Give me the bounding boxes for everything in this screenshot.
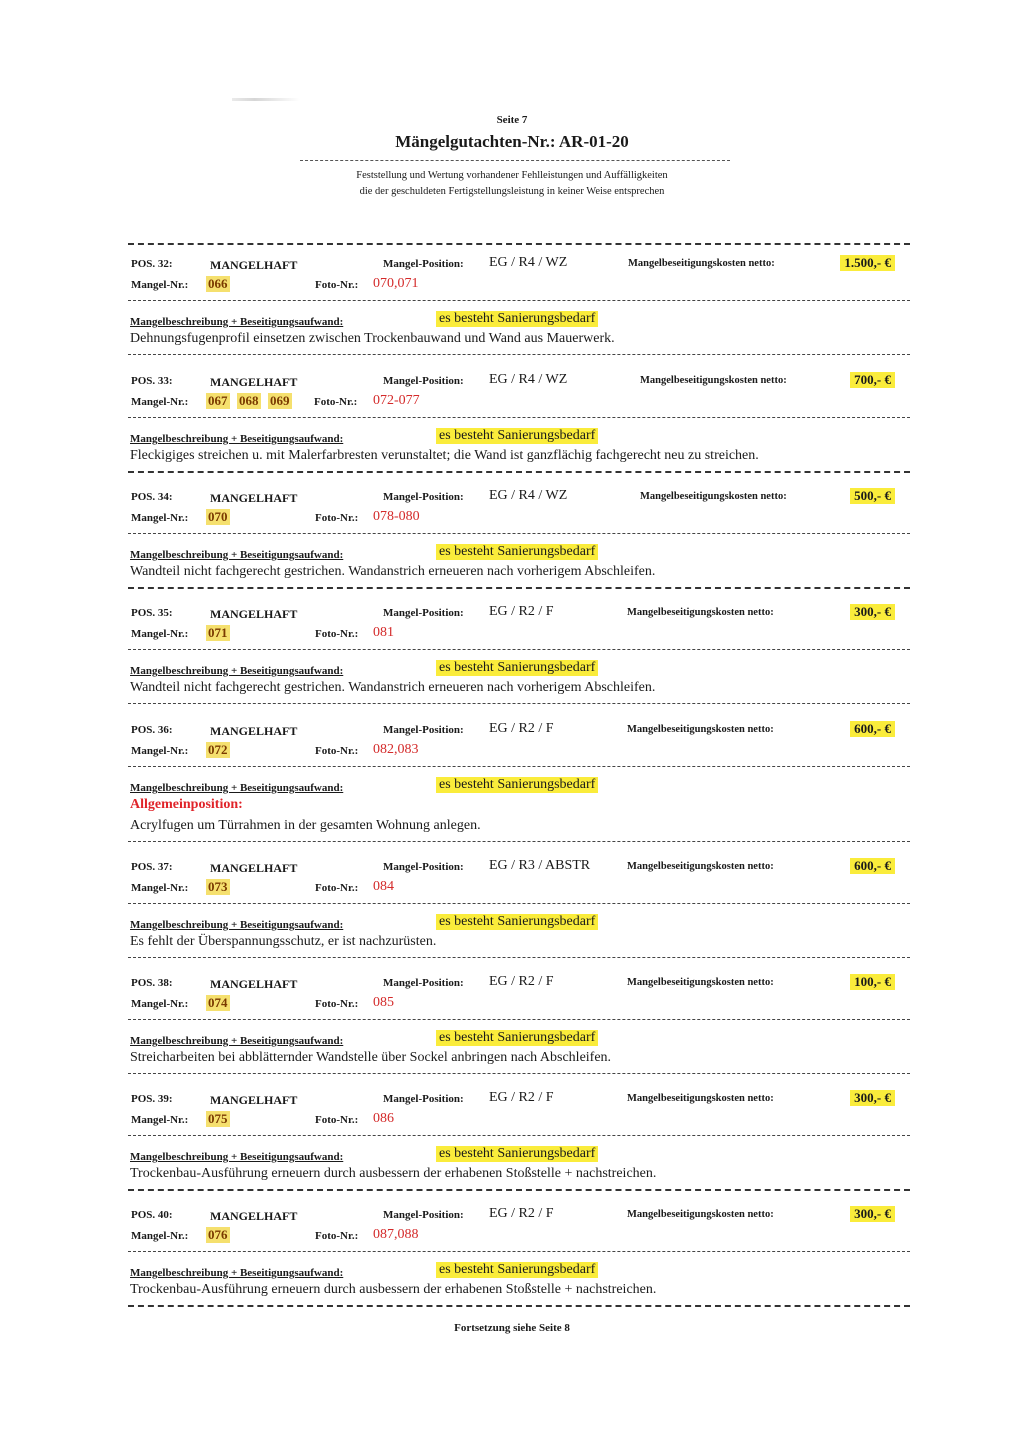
general-position-label: Allgemeinposition: <box>130 797 243 812</box>
cost-value: 600,- € <box>850 858 895 874</box>
entry-divider <box>128 300 910 301</box>
position-number: POS. 39: <box>131 1093 173 1105</box>
status-label: MANGELHAFT <box>210 258 298 272</box>
description-text: Wandteil nicht fachgerecht gestrichen. Wandanstrich erneueren nach vorherigem Abschleifen. <box>130 564 656 579</box>
foto-number: 070,071 <box>373 276 419 291</box>
entry-divider <box>128 417 910 418</box>
description-text: Trockenbau-Ausführung erneuern durch ausbessern der erhabenen Stoßstelle + nachstreichen. <box>130 1282 657 1297</box>
position-label: Mangel-Position: <box>383 861 464 873</box>
subtitle-line-2: die der geschuldeten Fertigstellungsleistung in keiner Weise entsprechen <box>359 186 665 197</box>
status-label: MANGELHAFT <box>210 977 298 991</box>
cost-label: Mangelbeseitigungskosten netto: <box>627 1093 774 1104</box>
description-label: Mangelbeschreibung + Beseitigungsaufwand: <box>130 1035 344 1047</box>
mangel-nr-label: Mangel-Nr.: <box>131 1114 189 1126</box>
status-label: MANGELHAFT <box>210 607 298 621</box>
cost-value: 300,- € <box>850 604 895 620</box>
document-title: Mängelgutachten-Nr.: AR-01-20 <box>395 132 629 151</box>
mangel-number: 072 <box>208 742 228 757</box>
position-number: POS. 38: <box>131 977 173 989</box>
position-label: Mangel-Position: <box>383 1209 464 1221</box>
description-text: Acrylfugen um Türrahmen in der gesamten Wohnung anlegen. <box>130 818 481 833</box>
title-divider <box>300 160 730 161</box>
entry-divider <box>128 533 910 534</box>
subtitle-line-1: Feststellung und Wertung vorhandener Fehlleistungen und Auffälligkeiten <box>356 170 668 181</box>
entry-bottom-divider <box>128 703 910 704</box>
position-label: Mangel-Position: <box>383 724 464 736</box>
foto-number: 086 <box>373 1111 394 1126</box>
status-label: MANGELHAFT <box>210 1209 298 1223</box>
foto-nr-label: Foto-Nr.: <box>315 512 359 524</box>
remediation-badge: es besteht Sanierungsbedarf <box>436 311 598 327</box>
status-label: MANGELHAFT <box>210 861 298 875</box>
entry-bottom-divider <box>128 957 910 958</box>
position-label: Mangel-Position: <box>383 491 464 503</box>
foto-nr-label: Foto-Nr.: <box>315 1230 359 1242</box>
foto-nr-label: Foto-Nr.: <box>315 882 359 894</box>
cost-label: Mangelbeseitigungskosten netto: <box>627 724 774 735</box>
status-label: MANGELHAFT <box>210 375 298 389</box>
mangel-nr-label: Mangel-Nr.: <box>131 998 189 1010</box>
cost-label: Mangelbeseitigungskosten netto: <box>628 258 775 269</box>
foto-nr-label: Foto-Nr.: <box>315 279 359 291</box>
remediation-badge: es besteht Sanierungsbedarf <box>436 660 598 676</box>
cost-label: Mangelbeseitigungskosten netto: <box>627 861 774 872</box>
position-label: Mangel-Position: <box>383 375 464 387</box>
cost-value: 300,- € <box>850 1206 895 1222</box>
position-value: EG / R4 / WZ <box>489 372 568 387</box>
position-number: POS. 40: <box>131 1209 173 1221</box>
foto-number: 072-077 <box>373 393 420 408</box>
position-number: POS. 32: <box>131 258 173 270</box>
entry-bottom-divider <box>128 587 910 589</box>
position-value: EG / R4 / WZ <box>489 488 568 503</box>
cost-value: 300,- € <box>850 1090 895 1106</box>
description-text: Es fehlt der Überspannungsschutz, er ist nachzurüsten. <box>130 934 437 949</box>
mangel-nr-label: Mangel-Nr.: <box>131 882 189 894</box>
position-label: Mangel-Position: <box>383 258 464 270</box>
description-label: Mangelbeschreibung + Beseitigungsaufwand: <box>130 782 344 794</box>
foto-nr-label: Foto-Nr.: <box>315 998 359 1010</box>
page-number: Seite 7 <box>496 114 528 126</box>
remediation-badge: es besteht Sanierungsbedarf <box>436 777 598 793</box>
cost-value: 600,- € <box>850 721 895 737</box>
cost-label: Mangelbeseitigungskosten netto: <box>627 1209 774 1220</box>
foto-number: 082,083 <box>373 742 419 757</box>
status-label: MANGELHAFT <box>210 724 298 738</box>
mangel-nr-label: Mangel-Nr.: <box>131 1230 189 1242</box>
page-footer: Fortsetzung siehe Seite 8 <box>454 1322 570 1334</box>
remediation-badge: es besteht Sanierungsbedarf <box>436 914 598 930</box>
description-text: Fleckigiges streichen u. mit Malerfarbresten verunstaltet; die Wand ist ganzflächig fachgerecht neu zu streichen. <box>130 448 759 463</box>
mangel-number: 069 <box>270 393 290 408</box>
position-value: EG / R2 / F <box>489 721 554 736</box>
position-number: POS. 34: <box>131 491 173 503</box>
position-value: EG / R2 / F <box>489 1090 554 1105</box>
mangel-nr-label: Mangel-Nr.: <box>131 396 189 408</box>
mangel-nr-label: Mangel-Nr.: <box>131 628 189 640</box>
mangel-nr-label: Mangel-Nr.: <box>131 279 189 291</box>
mangel-number: 067 <box>208 393 228 408</box>
position-label: Mangel-Position: <box>383 977 464 989</box>
position-value: EG / R2 / F <box>489 1206 554 1221</box>
description-label: Mangelbeschreibung + Beseitigungsaufwand: <box>130 316 344 328</box>
position-value: EG / R2 / F <box>489 604 554 619</box>
cost-label: Mangelbeseitigungskosten netto: <box>627 607 774 618</box>
cost-value: 700,- € <box>850 372 895 388</box>
cost-label: Mangelbeseitigungskosten netto: <box>627 977 774 988</box>
mangel-number: 071 <box>208 625 228 640</box>
foto-number: 078-080 <box>373 509 420 524</box>
cost-label: Mangelbeseitigungskosten netto: <box>640 491 787 502</box>
remediation-badge: es besteht Sanierungsbedarf <box>436 544 598 560</box>
foto-nr-label: Foto-Nr.: <box>314 396 358 408</box>
remediation-badge: es besteht Sanierungsbedarf <box>436 1146 598 1162</box>
entry-divider <box>128 649 910 650</box>
entry-divider <box>128 1019 910 1020</box>
description-label: Mangelbeschreibung + Beseitigungsaufwand: <box>130 549 344 561</box>
status-label: MANGELHAFT <box>210 491 298 505</box>
cost-value: 500,- € <box>850 488 895 504</box>
scan-artifact <box>232 98 300 101</box>
entry-bottom-divider <box>128 841 910 842</box>
description-label: Mangelbeschreibung + Beseitigungsaufwand: <box>130 1151 344 1163</box>
entry-divider <box>128 903 910 904</box>
cost-label: Mangelbeseitigungskosten netto: <box>640 375 787 386</box>
description-text: Wandteil nicht fachgerecht gestrichen. Wandanstrich erneueren nach vorherigem Abschleifen. <box>130 680 656 695</box>
foto-number: 087,088 <box>373 1227 419 1242</box>
description-label: Mangelbeschreibung + Beseitigungsaufwand: <box>130 919 344 931</box>
entry-bottom-divider <box>128 1189 910 1191</box>
description-text: Trockenbau-Ausführung erneuern durch ausbessern der erhabenen Stoßstelle + nachstreichen. <box>130 1166 657 1181</box>
mangel-nr-label: Mangel-Nr.: <box>131 512 189 524</box>
mangel-number: 073 <box>208 879 228 894</box>
status-label: MANGELHAFT <box>210 1093 298 1107</box>
mangel-number: 068 <box>239 393 259 408</box>
mangel-number: 066 <box>208 276 228 291</box>
mangel-nr-label: Mangel-Nr.: <box>131 745 189 757</box>
mangel-number: 074 <box>208 995 228 1010</box>
entry-divider <box>128 1251 910 1252</box>
mangel-number: 070 <box>208 509 228 524</box>
mangel-number: 075 <box>208 1111 228 1126</box>
remediation-badge: es besteht Sanierungsbedarf <box>436 428 598 444</box>
entry-divider <box>128 766 910 767</box>
position-value: EG / R2 / F <box>489 974 554 989</box>
remediation-badge: es besteht Sanierungsbedarf <box>436 1030 598 1046</box>
position-number: POS. 33: <box>131 375 173 387</box>
remediation-badge: es besteht Sanierungsbedarf <box>436 1262 598 1278</box>
description-label: Mangelbeschreibung + Beseitigungsaufwand: <box>130 1267 344 1279</box>
position-value: EG / R4 / WZ <box>489 255 568 270</box>
section-divider <box>128 243 910 245</box>
description-text: Streicharbeiten bei abblätternder Wandstelle über Sockel anbringen nach Abschleifen. <box>130 1050 612 1065</box>
description-label: Mangelbeschreibung + Beseitigungsaufwand: <box>130 665 344 677</box>
position-number: POS. 35: <box>131 607 173 619</box>
entry-bottom-divider <box>128 1073 910 1074</box>
description-text: Dehnungsfugenprofil einsetzen zwischen Trockenbauwand und Wand aus Mauerwerk. <box>130 331 615 346</box>
description-label: Mangelbeschreibung + Beseitigungsaufwand: <box>130 433 344 445</box>
entry-bottom-divider <box>128 354 910 355</box>
mangel-number: 076 <box>208 1227 228 1242</box>
foto-nr-label: Foto-Nr.: <box>315 628 359 640</box>
position-number: POS. 36: <box>131 724 173 736</box>
entry-bottom-divider <box>128 471 910 473</box>
cost-value: 1.500,- € <box>840 255 895 271</box>
foto-nr-label: Foto-Nr.: <box>315 745 359 757</box>
position-label: Mangel-Position: <box>383 1093 464 1105</box>
position-label: Mangel-Position: <box>383 607 464 619</box>
position-number: POS. 37: <box>131 861 173 873</box>
foto-nr-label: Foto-Nr.: <box>315 1114 359 1126</box>
position-value: EG / R3 / ABSTR <box>489 858 591 873</box>
cost-value: 100,- € <box>850 974 895 990</box>
entry-bottom-divider <box>128 1305 910 1307</box>
foto-number: 081 <box>373 625 394 640</box>
foto-number: 085 <box>373 995 394 1010</box>
entry-divider <box>128 1135 910 1136</box>
foto-number: 084 <box>373 879 394 894</box>
